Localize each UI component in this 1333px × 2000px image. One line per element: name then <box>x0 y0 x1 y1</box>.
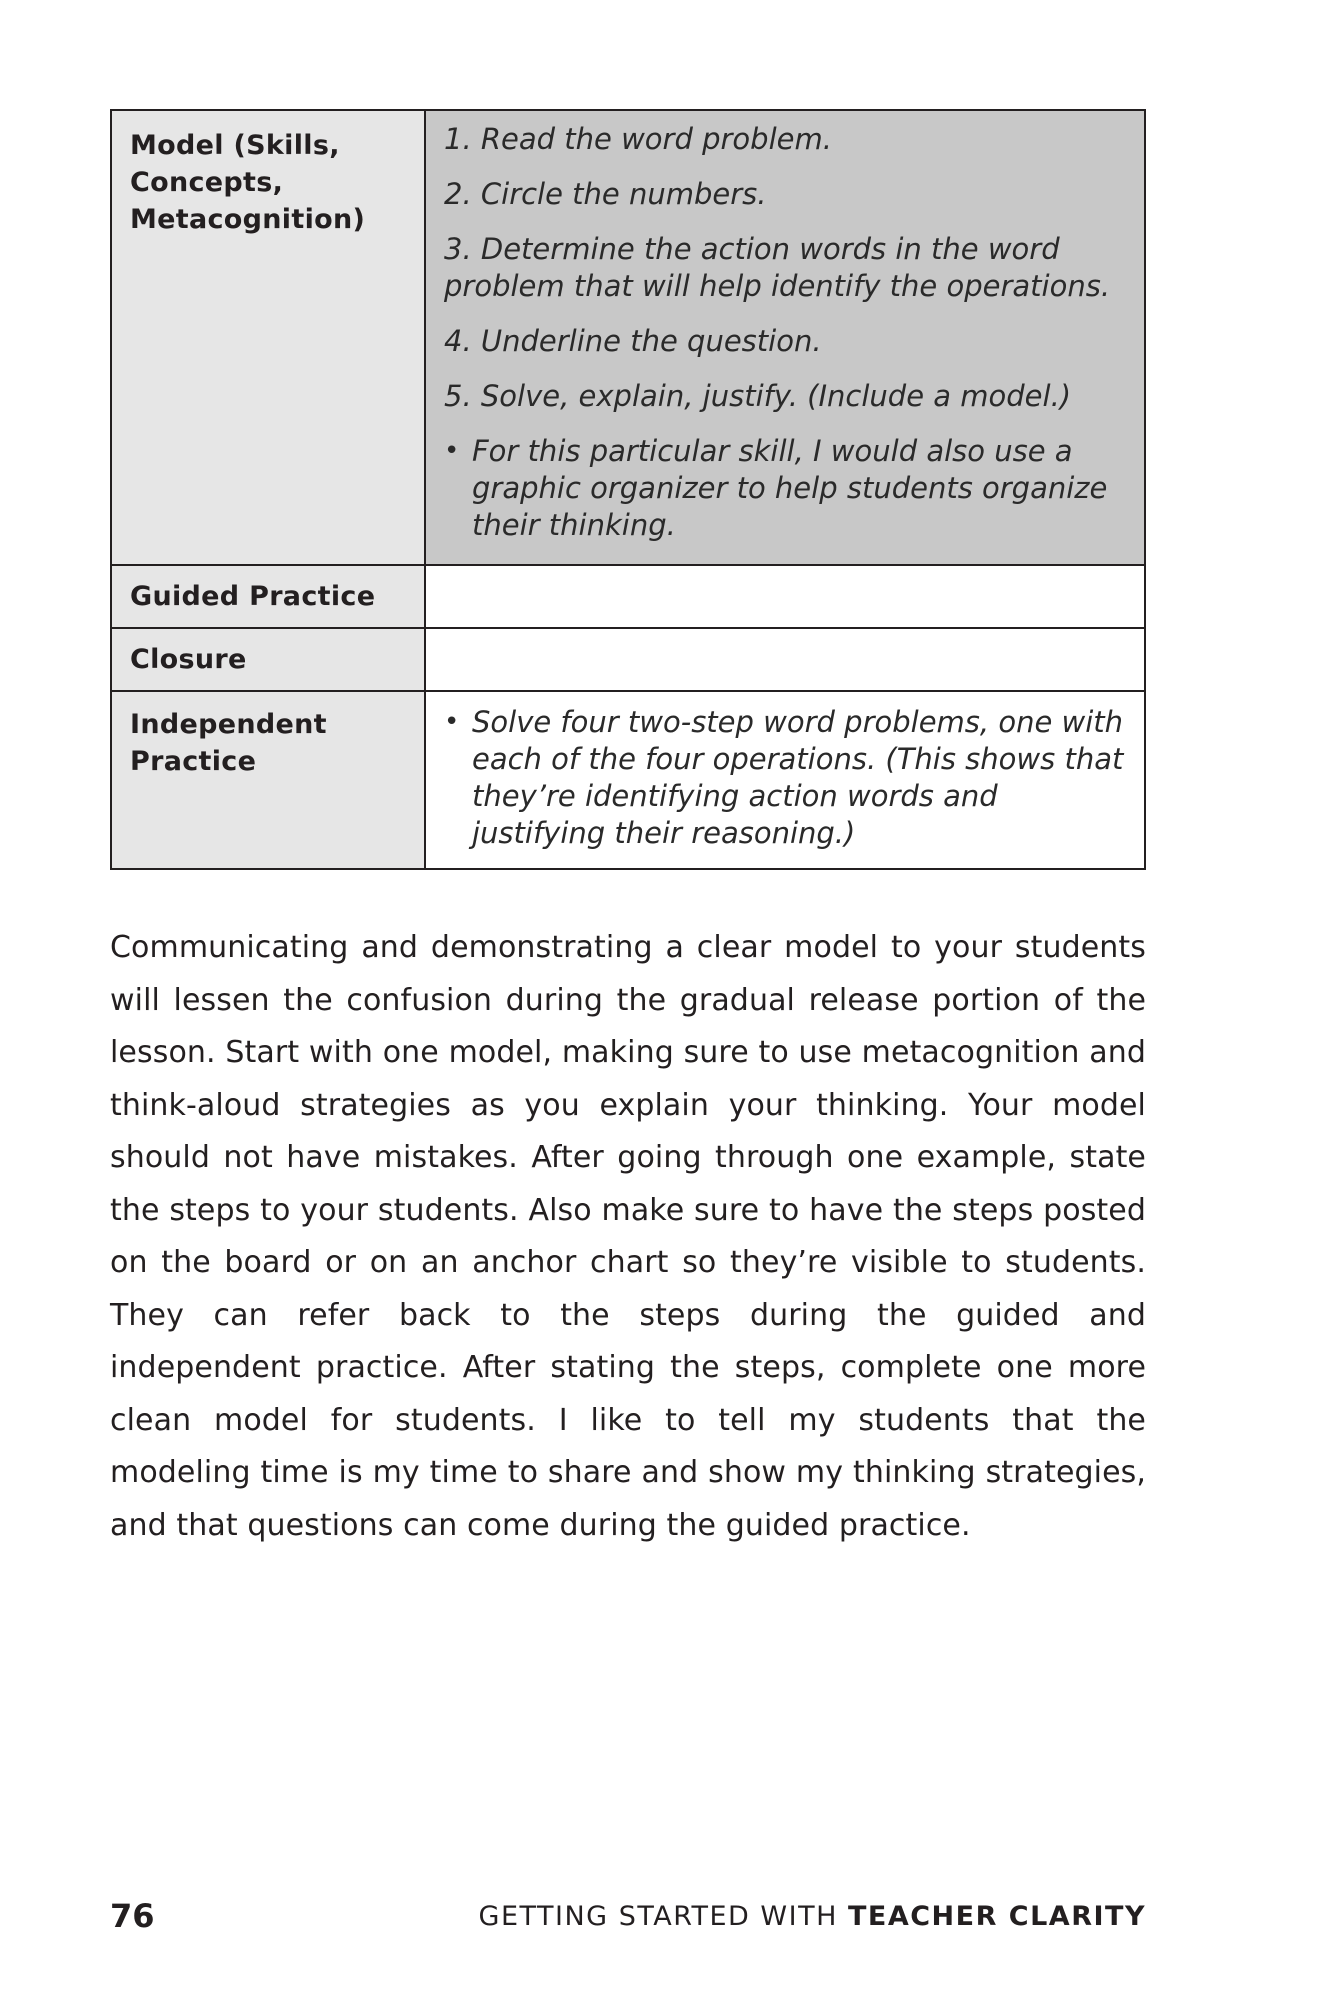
bullet-icon: • <box>444 436 460 466</box>
guided-practice-cell <box>426 566 1144 627</box>
independent-bullet-text: Solve four two-step word problems, one with each of the four operations. (This shows that they’re identifying action words and justifying their reasoning.) <box>472 705 1124 850</box>
running-title-prefix: GETTING STARTED WITH <box>478 1901 838 1932</box>
table-row <box>112 564 1144 627</box>
independent-bullet-item <box>444 704 1126 852</box>
model-bullet-item <box>444 433 1126 544</box>
model-step: 5. Solve, explain, justify. (Include a model.) <box>444 379 1072 413</box>
model-step: 2. Circle the numbers. <box>444 177 767 211</box>
row-label-independent-practice: Independent Practice <box>112 692 426 868</box>
table-row <box>112 627 1144 690</box>
table-row <box>112 111 1144 564</box>
model-step: 1. Read the word problem. <box>444 122 832 156</box>
body-paragraph: Communicating and demonstrating a clear model to your students will lessen the confusion during the gradual release portion of the lesson. Start with one model, making sure to use metacognition and think-aloud strategies as you explain your thinking. Your model should not have mistakes. After going through one example, state the steps to your students. Also make sure to have the steps posted on the board or on an anchor chart so they’re visible to students. They can refer back to the steps during the guided and independent practice. After stating the steps, complete one more clean model for students. I like to tell my students that the modeling time is my time to share and show my thinking strategies, and that questions can come during the guided practice. <box>110 930 1146 1543</box>
running-title-bold: TEACHER CLARITY <box>847 1901 1146 1932</box>
running-title <box>479 1901 1146 1932</box>
model-bullet-text: For this particular skill, I would also use a graphic organizer to help students organize their thinking. <box>472 434 1108 542</box>
model-step: 3. Determine the action words in the word problem that will help identify the operations. <box>444 232 1111 303</box>
page-footer <box>110 1897 1146 1937</box>
row-label-model: Model (Skills, Concepts, Metacognition) <box>112 111 426 564</box>
model-step: 4. Underline the question. <box>444 324 822 358</box>
independent-practice-cell <box>426 692 1144 868</box>
table-row <box>112 690 1144 868</box>
page-number: 76 <box>110 1897 155 1935</box>
model-steps-cell <box>426 111 1144 564</box>
bullet-icon: • <box>444 707 460 737</box>
closure-cell <box>426 629 1144 690</box>
row-label-guided-practice: Guided Practice <box>112 566 426 627</box>
lesson-plan-table <box>110 109 1146 870</box>
row-label-closure: Closure <box>112 629 426 690</box>
